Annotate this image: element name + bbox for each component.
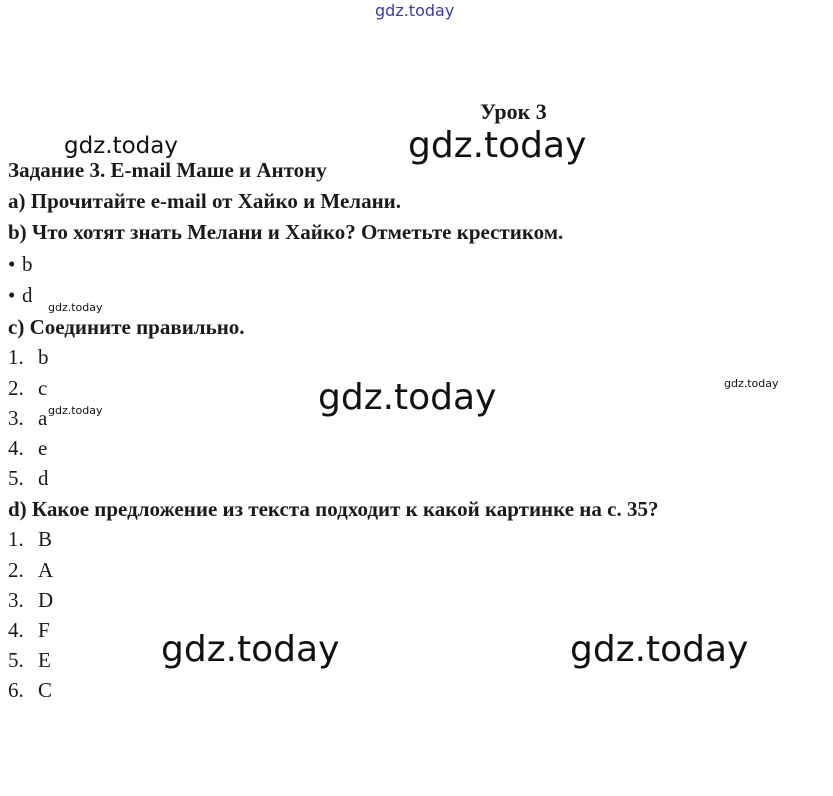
answer-text: B [38,527,53,551]
watermark: gdz.today [48,404,103,417]
item-number: 6. [8,678,24,702]
bullet-mark: • [8,283,16,307]
item-number: 4. [8,618,24,642]
answer-text: b [38,345,49,369]
watermark: gdz.today [408,125,587,166]
lesson-title: Урок 3 [480,99,547,124]
answer-text: E [38,648,51,672]
list-item [8,406,47,430]
item-number: 1. [8,527,24,551]
list-item [8,527,52,551]
answer-text: F [38,618,50,642]
watermark: gdz.today [318,377,497,418]
item-number: 5. [8,466,24,490]
list-item [8,436,47,460]
watermark: gdz.today [570,629,749,670]
watermark: gdz.today [64,133,178,159]
answer-text: C [38,678,53,702]
watermark: gdz.today [724,377,779,390]
part-b-heading: b) Что хотят знать Мелани и Хайко? Отметьте крестиком. [8,220,564,244]
list-item [8,252,33,276]
list-item [8,618,50,642]
part-c-heading: c) Соедините правильно. [8,315,245,339]
answer-text: e [38,436,48,460]
list-item [8,376,47,400]
task-heading: Задание 3. E-mail Маше и Антону [8,158,327,182]
item-number: 1. [8,345,24,369]
item-number: 3. [8,406,24,430]
item-number: 2. [8,376,24,400]
answer-text: b [22,252,33,276]
answer-text: d [38,466,49,490]
list-item [8,648,51,672]
list-item [8,283,33,307]
answer-text: c [38,376,48,400]
answer-text: A [38,558,54,582]
item-number: 2. [8,558,24,582]
list-item [8,678,52,702]
item-number: 4. [8,436,24,460]
list-item [8,466,49,490]
list-item [8,558,53,582]
watermark: gdz.today [161,629,340,670]
list-item [8,588,53,612]
list-item [8,345,49,369]
item-number: 5. [8,648,24,672]
bullet-mark: • [8,252,16,276]
answer-text: a [38,406,48,430]
watermark: gdz.today [48,301,103,314]
part-a-heading: a) Прочитайте e-mail от Хайко и Мелани. [8,189,402,213]
answer-text: D [38,588,54,612]
part-d-heading: d) Какое предложение из текста подходит к какой картинке на с. 35? [8,497,659,521]
answer-text: d [22,283,33,307]
item-number: 3. [8,588,24,612]
watermark-top: gdz.today [375,1,455,20]
